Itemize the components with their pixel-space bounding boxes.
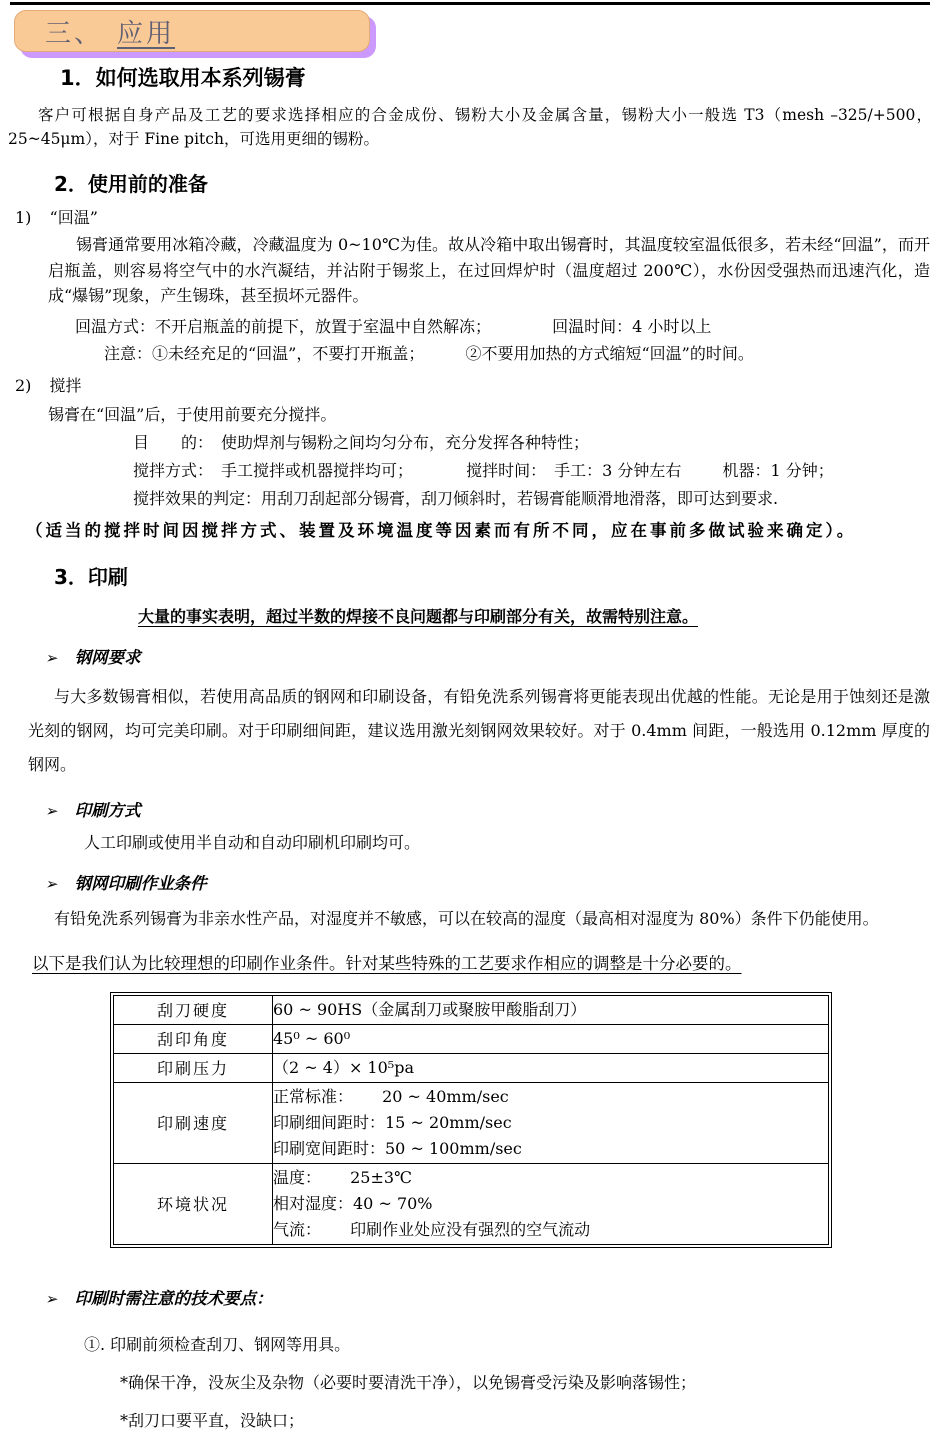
arrow-bullet-icon: ➢ <box>44 801 60 820</box>
stir-method: 搅拌方式： 手工搅拌或机器搅拌均可； <box>133 460 414 480</box>
ideal-conditions-line: 以下是我们认为比较理想的印刷作业条件。针对某些特殊的工艺要求作相应的调整是十分必要的。 <box>32 953 742 973</box>
bullet-label: 钢网要求 <box>74 647 141 667</box>
key-point-1: ①. 印刷前须检查刮刀、钢网等用具。 <box>84 1334 351 1354</box>
arrow-bullet-icon: ➢ <box>44 1289 60 1308</box>
stir-method-line <box>133 458 940 483</box>
list-item-title: 搅拌 <box>49 375 82 395</box>
list-item-title: “回温” <box>49 208 98 227</box>
bullet-label: 钢网印刷作业条件 <box>74 873 207 893</box>
table-row <box>114 1082 829 1163</box>
rewarm-time: 回温时间：4 小时以上 <box>552 316 712 336</box>
row-label-cell: 环境状况 <box>114 1163 273 1244</box>
paragraph-printing-method: 人工印刷或使用半自动和自动印刷机印刷均可。 <box>84 832 421 852</box>
bullet-label: 印刷方式 <box>74 800 141 820</box>
stir-machine-time: 机器：1 分钟； <box>722 460 834 480</box>
value-line: 45⁰ ~ 60⁰ <box>273 1028 351 1048</box>
bullet-printing-conditions <box>46 873 940 895</box>
heading-printing: 3．印刷 <box>54 564 128 589</box>
rewarm-method-line <box>75 315 940 338</box>
table-row <box>114 995 829 1024</box>
value-line: 印刷细间距时：15 ~ 20mm/sec <box>273 1112 512 1132</box>
paragraph-printing-conditions: 有铅免洗系列锡膏为非亲水性产品，对湿度并不敏感，可以在较高的湿度（最高相对湿度为 80%）条件下仍能使用。 <box>54 908 879 928</box>
printing-statement: 大量的事实表明，超过半数的焊接不良问题都与印刷部分有关，故需特别注意。 <box>138 606 699 626</box>
banner-number: 三、 <box>45 18 104 49</box>
rewarm-method: 回温方式：不开启瓶盖的前提下，放置于室温中自然解冻； <box>75 316 492 336</box>
value-line: 气流： 印刷作业处应没有强烈的空气流动 <box>273 1219 591 1239</box>
table-row <box>114 1024 829 1053</box>
list-item-rewarm-head <box>0 207 940 229</box>
row-value-cell <box>273 1163 829 1244</box>
list-item-stir-head <box>0 375 940 397</box>
value-line: 60 ~ 90HS（金属刮刀或聚胺甲酸脂刮刀） <box>273 999 587 1019</box>
paragraph-stencil-requirements: 与大多数锡膏相似，若使用高品质的钢网和印刷设备，有铅免洗系列锡膏将更能表现出优越的性能。无论是用于蚀刻还是激光刻的钢网，均可完美印刷。对于印刷细间距，建议选用激光刻钢网效果较好。对于 0.4mm 间距，一般选用 0.12mm 厚度的钢网。 <box>28 686 930 774</box>
heading-select-paste: 1．如何选取用本系列锡膏 <box>60 66 306 90</box>
stir-intro: 锡膏在“回温”后，于使用前要充分搅拌。 <box>48 404 337 424</box>
stir-time: 搅拌时间： 手工：3 分钟左右 <box>466 460 682 480</box>
banner-title-link[interactable]: 应用 <box>117 18 176 49</box>
arrow-bullet-icon: ➢ <box>44 648 60 667</box>
heading-preparation: 2．使用前的准备 <box>54 172 208 196</box>
paragraph-select-paste: 客户可根据自身产品及工艺的要求选择相应的合金成份、锡粉大小及金属含量，锡粉大小一般选 T3（mesh –325/+500，25~45μm），对于 Fine pitch，可选用更细的锡粉。 <box>8 106 932 148</box>
bullet-printing-method <box>46 800 940 822</box>
rewarm-note-2: ②不要用加热的方式缩短“回温”的时间。 <box>465 343 754 363</box>
stir-purpose: 目 的： 使助焊剂与锡粉之间均匀分布，充分发挥各种特性； <box>133 432 590 452</box>
table-row <box>114 1163 829 1244</box>
bullet-printing-key-points <box>46 1288 940 1310</box>
stir-bold-note: （适当的搅拌时间因搅拌方式、装置及环境温度等因素而有所不同，应在事前多做试验来确定）。 <box>26 520 857 540</box>
row-label-cell: 刮刀硬度 <box>114 995 273 1024</box>
stir-judge: 搅拌效果的判定：用刮刀刮起部分锡膏，刮刀倾斜时，若锡膏能顺滑地滑落，即可达到要求. <box>133 488 779 508</box>
top-rule <box>10 2 930 5</box>
value-line: 相对湿度：40 ~ 70% <box>273 1193 433 1213</box>
arrow-bullet-icon: ➢ <box>44 874 60 893</box>
row-value-cell <box>273 1024 829 1053</box>
bullet-stencil-requirements <box>46 647 940 669</box>
value-line: （2 ~ 4）× 10⁵pa <box>273 1057 414 1077</box>
value-line: 印刷宽间距时：50 ~ 100mm/sec <box>273 1138 522 1158</box>
section-banner <box>14 10 370 52</box>
row-value-cell <box>273 1082 829 1163</box>
rewarm-note-1: 注意：①未经充足的“回温”，不要打开瓶盖； <box>104 343 425 363</box>
list-number: 2) <box>15 375 32 395</box>
row-label-cell: 印刷速度 <box>114 1082 273 1163</box>
print-conditions-table <box>110 992 832 1248</box>
paragraph-rewarm: 锡膏通常要用冰箱冷藏，冷藏温度为 0~10℃为佳。故从冷箱中取出锡膏时，其温度较室温低很多，若未经“回温”，而开启瓶盖，则容易将空气中的水汽凝结，并沾附于锡浆上，在过回焊炉时（温度超过 200℃），水份因受强热而迅速汽化，造成“爆锡”现象，产生锡珠，甚至损坏元器件。 <box>48 235 930 305</box>
row-value-cell <box>273 995 829 1024</box>
row-value-cell <box>273 1053 829 1082</box>
row-label-cell: 刮印角度 <box>114 1024 273 1053</box>
table-row <box>114 1053 829 1082</box>
rewarm-note-line <box>104 342 940 365</box>
value-line: 温度： 25±3℃ <box>273 1167 412 1187</box>
key-point-1-sub-2: *刮刀口要平直，没缺口； <box>120 1410 305 1430</box>
key-point-1-sub-1: *确保干净，没灰尘及杂物（必要时要清洗干净），以免锡膏受污染及影响落锡性； <box>120 1372 697 1392</box>
bullet-label: 印刷时需注意的技术要点： <box>74 1288 273 1308</box>
list-number: 1) <box>15 208 32 227</box>
row-label-cell: 印刷压力 <box>114 1053 273 1082</box>
value-line: 正常标准： 20 ~ 40mm/sec <box>273 1086 509 1106</box>
